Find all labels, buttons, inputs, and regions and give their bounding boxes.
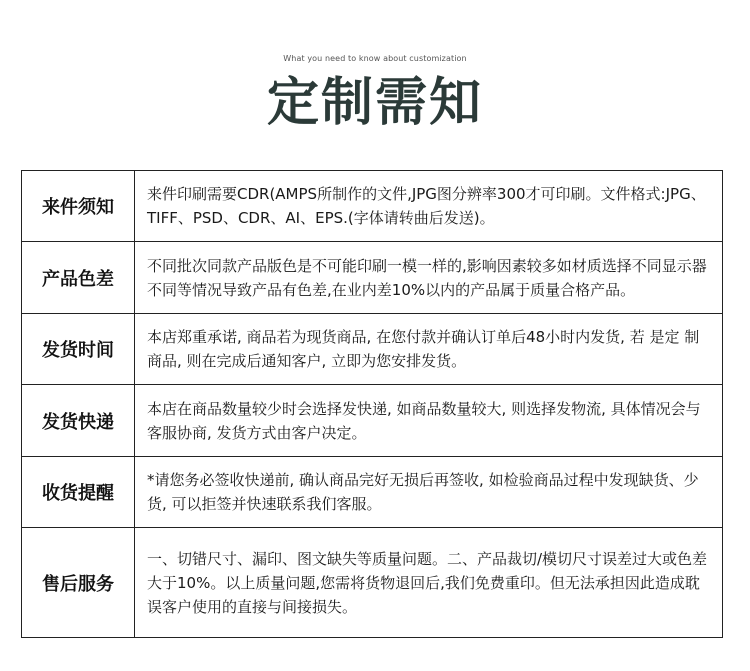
row-label: 收货提醒: [22, 457, 135, 528]
row-content: 不同批次同款产品版色是不可能印刷一模一样的,影响因素较多如材质选择不同显示器不同等情况导致产品有色差,在业内差10%以内的产品属于质量合格产品。: [135, 242, 723, 314]
row-label: 产品色差: [22, 242, 135, 314]
row-content: 本店郑重承诺, 商品若为现货商品, 在您付款并确认订单后48小时内发货, 若 是定 制商品, 则在完成后通知客户, 立即为您安排发货。: [135, 314, 723, 385]
row-label: 售后服务: [22, 528, 135, 638]
row-content: 来件印刷需要CDR(AMPS所制作的文件,JPG图分辨率300才可印刷。文件格式:JPG、TIFF、PSD、CDR、AI、EPS.(字体请转曲后发送)。: [135, 171, 723, 242]
row-label: 发货快递: [22, 385, 135, 457]
table-row: [22, 314, 723, 385]
row-content: 一、切错尺寸、漏印、图文缺失等质量问题。二、产品裁切/模切尺寸误差过大或色差大于10%。以上质量问题,您需将货物退回后,我们免费重印。但无法承担因此造成耽误客户使用的直接与间接损失。: [135, 528, 723, 638]
page-title: 定制需知: [266, 73, 483, 133]
table-row: [22, 242, 723, 314]
table-row: [22, 171, 723, 242]
row-label: 发货时间: [22, 314, 135, 385]
table-row: [22, 528, 723, 638]
table-row: [22, 385, 723, 457]
row-content: 本店在商品数量较少时会选择发快递, 如商品数量较大, 则选择发物流, 具体情况会与客服协商, 发货方式由客户决定。: [135, 385, 723, 457]
row-label: 来件须知: [22, 171, 135, 242]
page-subtitle: What you need to know about customization: [283, 54, 467, 63]
row-content: *请您务必签收快递前, 确认商品完好无损后再签收, 如检验商品过程中发现缺货、少货, 可以拒签并快速联系我们客服。: [135, 457, 723, 528]
customization-notice-table: [21, 170, 723, 638]
table-row: [22, 457, 723, 528]
